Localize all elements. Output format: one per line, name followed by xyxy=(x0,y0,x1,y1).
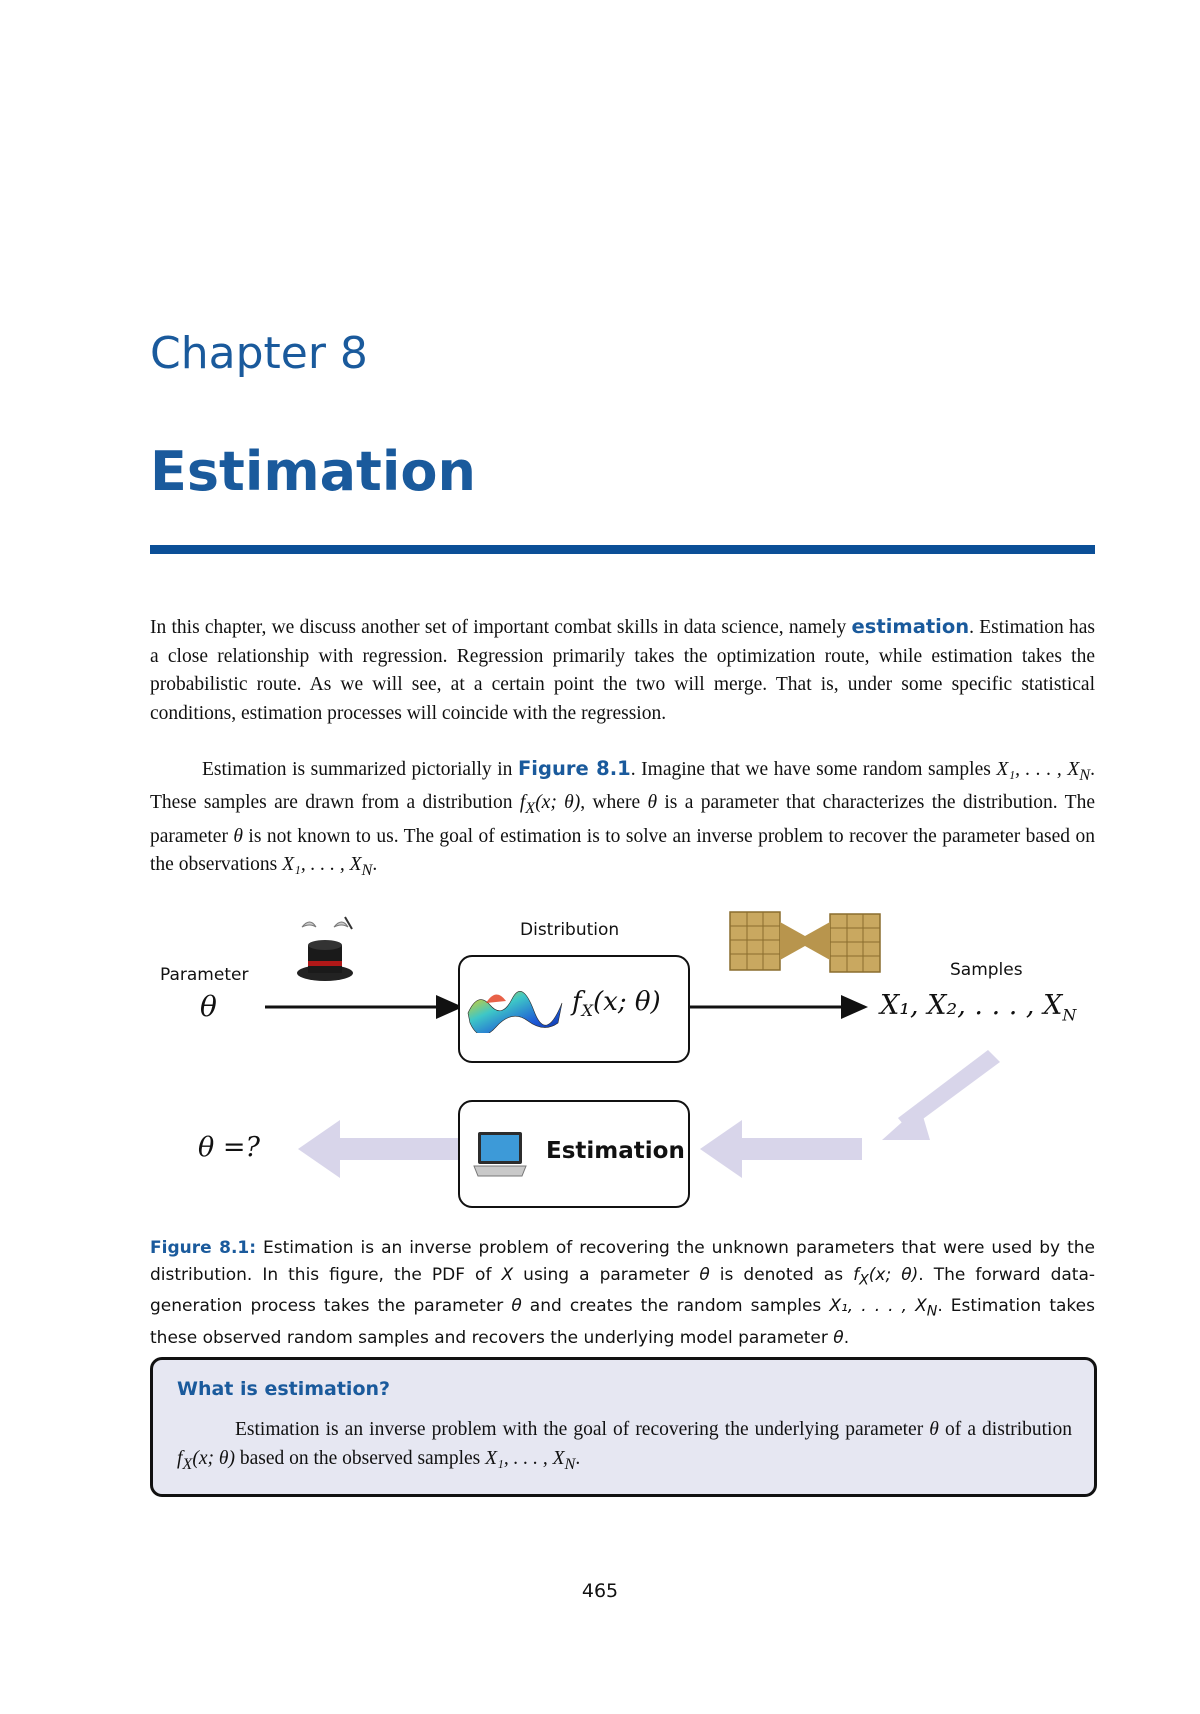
faded-arrow-out-estimation xyxy=(298,1120,470,1178)
faded-arrow-into-estimation xyxy=(700,1120,862,1178)
definition-box-title: What is estimation? xyxy=(177,1378,391,1400)
chapter-title: Estimation xyxy=(150,440,476,503)
figure-ref-link[interactable]: Figure 8.1 xyxy=(517,757,631,780)
chapter-rule xyxy=(150,545,1095,554)
laptop-icon xyxy=(472,1130,528,1180)
samples-symbols: X₁, X₂, . . . , $X_N$ xyxy=(880,990,1077,1025)
parameter-label: Parameter xyxy=(160,965,249,985)
figure-caption: Figure 8.1: Estimation is an inverse problem of recovering the unknown parameters that were used by the distribution. In this figure, the PDF of X using a parameter θ is denoted as $f_X(x$; θ). The forward data-generation process takes the parameter θ and creates the random samples X₁, . . . , $X_N$. Estimation takes these observed random samples and recovers the underlying model parameter θ. xyxy=(150,1238,1096,1349)
intro-paragraph-1: In this chapter, we discuss another set of important combat skills in data science, namely estimation. Estimation has a close relationship with regression. Regression primarily takes the optimization route, while estimation takes the probabilistic route. As we will see, at a certain point the two will merge. That is, under some specific statistical conditions, estimation processes will coincide with the regression. xyxy=(150,615,1095,724)
faded-diagonal-arrow xyxy=(882,1050,1000,1140)
intro-paragraph-2: Estimation is summarized pictorially in Figure 8.1. Imagine that we have some random samples X₁, . . . , $X_N$. These samples are drawn from a distribution $f_X(x$; θ), where θ is a parameter that characterizes the distribution. The parameter θ is not known to us. The goal of estimation is to solve an inverse problem to recover the parameter based on the observations X₁, . . . , $X_N$. xyxy=(150,757,1095,880)
estimation-label: Estimation xyxy=(546,1138,685,1164)
definition-box xyxy=(150,1357,1097,1497)
caption-ref: Figure 8.1: xyxy=(150,1238,257,1258)
samples-math: X₁, . . . , $X_N$ xyxy=(996,759,1091,784)
distribution-pdf: $f_X(x$; θ) xyxy=(572,987,661,1021)
theta-query: θ =? xyxy=(198,1132,260,1163)
distribution-box xyxy=(458,955,690,1063)
page-number: 465 xyxy=(581,1580,619,1602)
magic-hat-icon xyxy=(297,917,353,981)
pdf-math: $f_X(x$; θ) xyxy=(519,792,581,818)
term-estimation: estimation xyxy=(851,615,970,638)
figure-8-1 xyxy=(150,910,1095,1220)
definition-box-body: Estimation is an inverse problem with the goal of recovering the underlying parameter θ of a distribution $f_X(x$; θ) based on the observed samples X₁, . . . , $X_N$. xyxy=(177,1419,1072,1473)
estimation-box xyxy=(458,1100,690,1208)
samples-label: Samples xyxy=(950,960,1023,980)
sampling-machine-icon xyxy=(730,912,880,972)
theta-symbol: θ xyxy=(200,990,217,1023)
distribution-label: Distribution xyxy=(520,920,620,940)
surface-plot-icon xyxy=(466,983,566,1033)
chapter-label: Chapter 8 xyxy=(150,328,368,379)
